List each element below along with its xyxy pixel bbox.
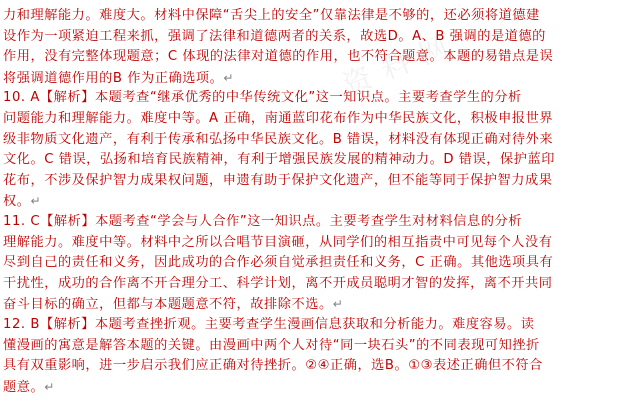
paragraph-mark-icon: ↵	[332, 297, 343, 312]
text-line-content: 问题能力和理解能力。难度中等。A 正确，南通蓝印花布作为中华民族文化，积极申报世界	[3, 110, 554, 126]
text-line	[3, 171, 615, 192]
text-line-content: 设作为一项紧迫工程来抓，强调了法律和道德两者的关系，故选D。A、B 强调的是道德的	[3, 28, 546, 44]
text-line	[3, 109, 615, 130]
text-line	[3, 315, 615, 336]
text-line	[3, 191, 615, 212]
text-line	[3, 294, 615, 315]
text-line-content: 题意。	[3, 379, 45, 395]
text-line-content: 花布，不涉及保护智力成果权问题，申遗有助于保护文化遗产，但不能等同于保护智力成果	[3, 172, 553, 188]
text-line	[3, 88, 615, 109]
faint-watermark: 资 料 网	[338, 29, 455, 102]
text-line-content: 作用，没有完整体现题意；C 体现的法律对道德的作用，也不符合题意。本题的易错点是误	[3, 49, 554, 65]
text-line	[3, 150, 615, 171]
text-line-content: 奋斗目标的确立，但都与本题题意不符，故排除不选。	[3, 297, 333, 313]
text-line-content: 将强调道德作用的B 作为正确选项。	[3, 70, 224, 86]
text-line	[3, 130, 615, 151]
text-line-content: 文化。C 错误，弘扬和培育民族精神，有利于增强民族发展的精神动力。D 错误，保护蓝印	[3, 152, 555, 168]
paragraph-mark-icon: ↵	[223, 70, 234, 85]
answer-explanation-text	[3, 6, 615, 397]
text-line-content: 理解能力。难度中等。材料中之所以合唱节目演砸，从同学们的相互指责中可见每个人没有	[3, 234, 553, 250]
paragraph-mark-icon: ↵	[44, 379, 55, 394]
text-line-content: 10. A【解析】本题考查“继承优秀的中华传统文化”这一知识点。主要考查学生的分析	[3, 90, 522, 106]
text-line-content: 力和理解能力。难度大。材料中保障“舌尖上的安全”仅靠法律是不够的，还必须将道德建	[3, 8, 540, 23]
text-line	[3, 6, 615, 27]
text-line-content: 具有双重影响，进一步启示我们应正确对待挫折。②④正确，选B。①③表述正确但不符合	[3, 358, 543, 374]
text-line	[3, 253, 615, 274]
text-line	[3, 377, 615, 398]
text-line-content: 级非物质文化遗产，有利于传承和弘扬中华民族文化。B 错误，材料没有体现正确对待外来	[3, 131, 554, 147]
text-line-content: 12. B【解析】本题考查挫折观。主要考查学生漫画信息获取和分析能力。难度容易。读	[3, 316, 535, 332]
text-line-content: 权。	[3, 194, 31, 210]
text-line-content: 尽到自己的责任和义务，因此成功的合作必须自觉承担责任和义务，C 正确。其他选项具有	[3, 255, 554, 271]
text-line	[3, 336, 615, 357]
paragraph-mark-icon: ↵	[30, 194, 41, 209]
text-line-content: 干扰性，成功的合作离不开合理分工、科学计划，离不开成员聪明才智的发挥，离不开共同	[3, 275, 553, 291]
text-line	[3, 274, 615, 295]
text-line-content: 11. C【解析】本题考查“学会与人合作”这一知识点。主要考查学生对材料信息的分析	[3, 213, 522, 229]
text-line	[3, 27, 615, 48]
text-line	[3, 47, 615, 68]
text-line	[3, 233, 615, 254]
text-line	[3, 68, 615, 89]
text-line	[3, 356, 615, 377]
text-line-content: 懂漫画的寓意是解答本题的关键。由漫画中两个人对待“同一块石头”的不同表现可知挫折	[3, 337, 540, 353]
text-line	[3, 212, 615, 233]
